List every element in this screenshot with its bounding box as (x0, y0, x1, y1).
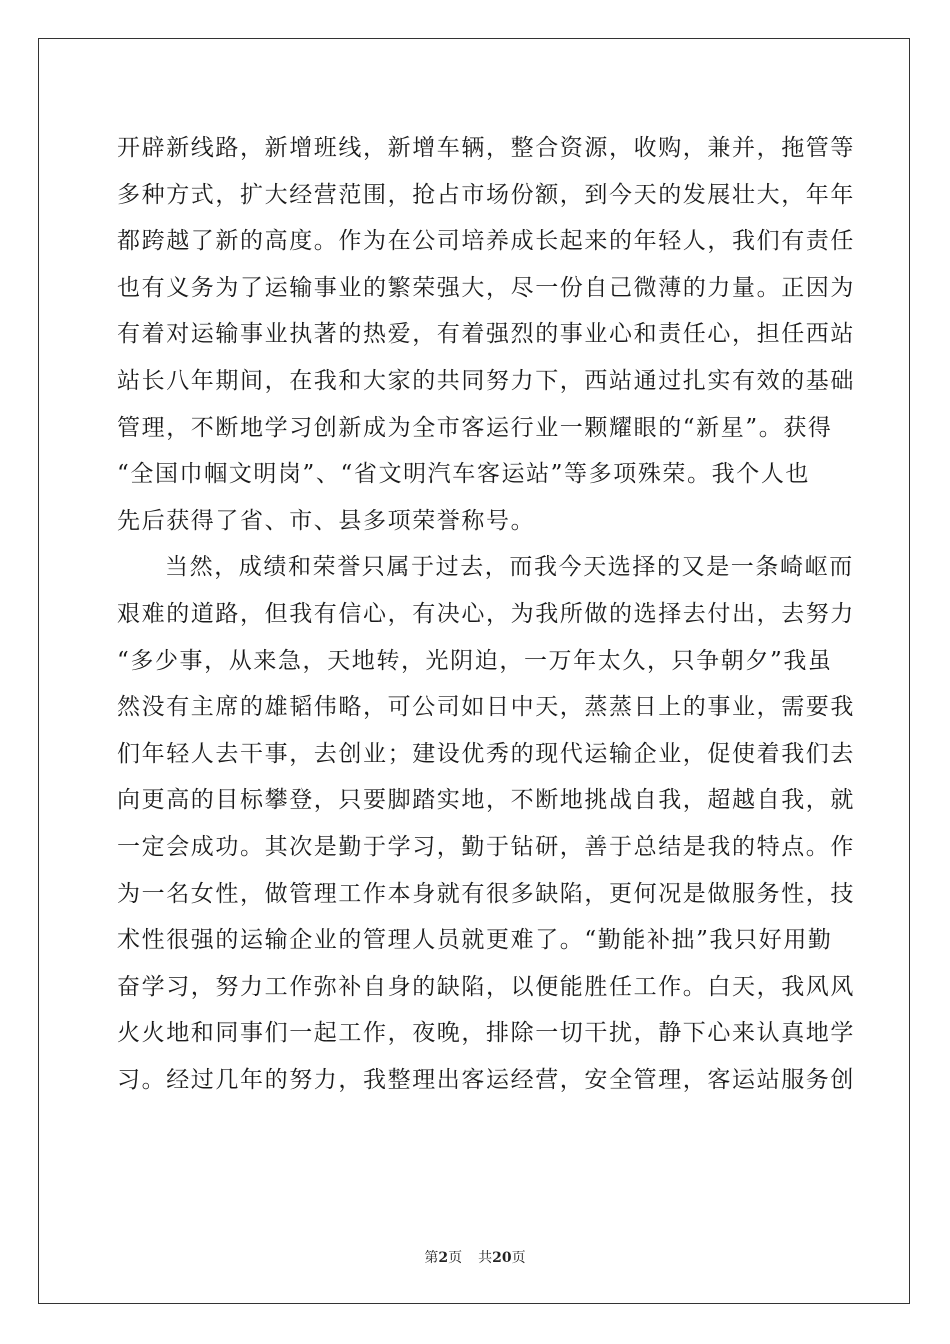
document-body (117, 125, 855, 1103)
current-page-number: 2 (438, 1250, 449, 1266)
text-line: 习。经过几年的努力，我整理出客运经营，安全管理，客运站服务创 (117, 1066, 855, 1093)
text-line: 们年轻人去干事，去创业；建设优秀的现代运输企业，促使着我们去 (117, 740, 855, 767)
text-line: 奋学习，努力工作弥补自身的缺陷，以便能胜任工作。白天，我风风 (117, 973, 855, 1000)
text-line: 多种方式，扩大经营范围，抢占市场份额，到今天的发展壮大，年年 (117, 181, 855, 208)
page-footer (0, 1247, 950, 1267)
text-line: 也有义务为了运输事业的繁荣强大，尽一份自己微薄的力量。正因为 (117, 274, 855, 301)
text-line: 先后获得了省、市、县多项荣誉称号。 (117, 507, 536, 534)
text-line: “全国巾帼文明岗”、“省文明汽车客运站”等多项殊荣。我个人也 (117, 461, 811, 488)
text-line: 术性很强的运输企业的管理人员就更难了。“勤能补拙”我只好用勤 (117, 927, 833, 954)
text-line: 然没有主席的雄韬伟略，可公司如日中天，蒸蒸日上的事业，需要我 (117, 694, 855, 721)
total-pages-label: 共20页 (478, 1250, 526, 1266)
total-page-count: 20 (492, 1250, 512, 1266)
text-line: 向更高的目标攀登，只要脚踏实地，不断地挑战自我，超越自我，就 (117, 787, 855, 814)
page-number-label: 第2页 (424, 1250, 463, 1266)
paragraph-first-line: 当然，成绩和荣誉只属于过去，而我今天选择的又是一条崎岖而 (165, 554, 854, 581)
text-line: “多少事，从来急，天地转，光阴迫，一万年太久，只争朝夕”我虽 (117, 647, 833, 674)
text-line: 火火地和同事们一起工作，夜晚，排除一切干扰，静下心来认真地学 (117, 1020, 855, 1047)
text-line: 为一名女性，做管理工作本身就有很多缺陷，更何况是做服务性，技 (117, 880, 855, 907)
text-line: 有着对运输事业执著的热爱，有着强烈的事业心和责任心，担任西站 (117, 321, 855, 348)
text-line: 开辟新线路，新增班线，新增车辆，整合资源，收购，兼并，拖管等 (117, 135, 855, 161)
text-line: 艰难的道路，但我有信心，有决心，为我所做的选择去付出，去努力 (117, 600, 855, 627)
text-line: 站长八年期间，在我和大家的共同努力下，西站通过扎实有效的基础 (117, 367, 855, 394)
text-line: 都跨越了新的高度。作为在公司培养成长起来的年轻人，我们有责任 (117, 228, 855, 255)
text-line: 管理，不断地学习创新成为全市客运行业一颗耀眼的“新星”。获得 (117, 414, 833, 441)
text-line: 一定会成功。其次是勤于学习，勤于钻研，善于总结是我的特点。作 (117, 833, 855, 860)
